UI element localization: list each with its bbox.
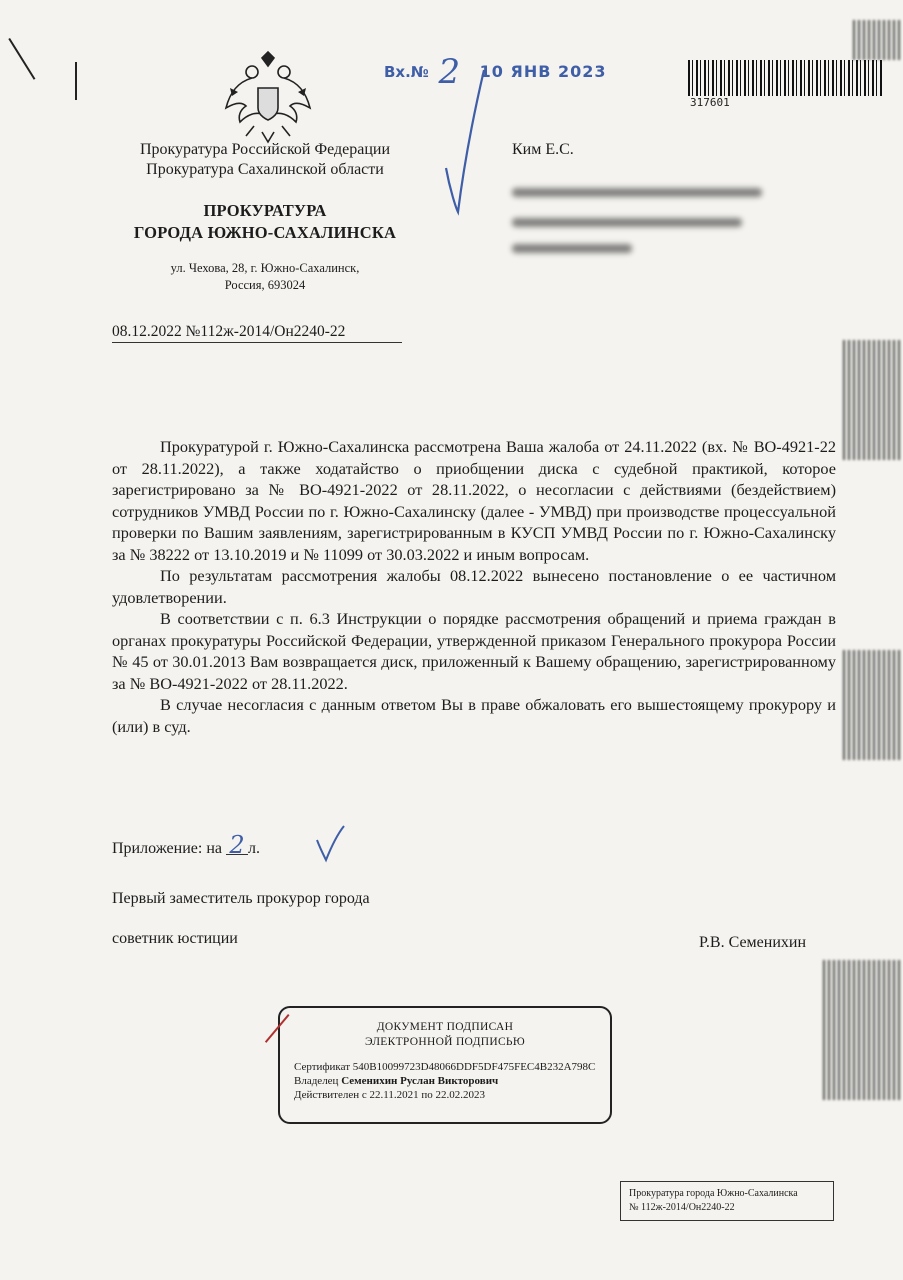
office-title-line-1: ПРОКУРАТУРА xyxy=(203,201,327,220)
body-paragraph-1: Прокуратурой г. Южно-Сахалинска рассмотрена Ваша жалоба от 24.11.2022 (вх. № ВО-4921-22 от 28.11.2022), а также ходатайство о приобщении диска с судебной практикой, которое зарегистрировано за № ВО-4921-2022 от 28.11.2022, о несогласии с действиями (бездействием) сотрудников УМВД России по г. Южно-Сахалинску (далее - УМВД) при производстве процессуальной проверки по Вашим заявлениям, зарегистрированным в КУСП УМВД России по г. Южно-Сахалинску за № 38222 от 13.10.2019 и № 11099 от 30.03.2022 и иным вопросам. xyxy=(112,437,836,564)
address-line-1: ул. Чехова, 28, г. Южно-Сахалинск, xyxy=(170,261,360,275)
electronic-signature-stamp xyxy=(278,1006,612,1124)
esig-title xyxy=(280,1020,610,1050)
office-title-line-2: ГОРОДА ЮЖНО-САХАЛИНСКА xyxy=(133,223,397,242)
esig-valid-from-label: с xyxy=(361,1089,367,1101)
barcode-number: 317601 xyxy=(690,96,730,109)
esig-title-line-1: ДОКУМЕНТ ПОДПИСАН xyxy=(376,1021,514,1033)
reg-stamp-line-2: № 112ж-2014/Он2240-22 xyxy=(629,1202,735,1213)
signatory-position-2: советник юстиции xyxy=(112,930,238,947)
agency-line-1: Прокуратура Российской Федерации xyxy=(139,141,391,158)
address-line-2: Россия, 693024 xyxy=(224,278,306,292)
registration-date: 08.12.2022 xyxy=(112,323,182,340)
redacted-address xyxy=(512,218,742,227)
signatory-position-1: Первый заместитель прокурор города xyxy=(112,890,370,907)
redacted-address xyxy=(512,244,632,253)
scan-mark xyxy=(8,38,35,80)
checkmark-icon xyxy=(440,60,490,220)
body-paragraph-2: По результатам рассмотрения жалобы 08.12.2022 вынесено постановление о ее частичном удовлетворении. xyxy=(112,566,836,607)
checkmark-icon xyxy=(314,822,348,864)
esig-valid-row xyxy=(294,1088,610,1102)
scan-mark xyxy=(75,62,77,100)
scan-smudge xyxy=(823,960,903,1100)
attachment-prefix: Приложение: на xyxy=(112,840,222,857)
esig-certificate: 540B10099723D48066DDF5DF475FEC4B232A798C xyxy=(352,1061,596,1073)
scan-smudge xyxy=(843,340,903,460)
agency-line-2: Прокуратура Сахалинской области xyxy=(146,161,384,178)
body-paragraph-3: В соответствии с п. 6.3 Инструкции о порядке рассмотрения обращений и приема граждан в органах прокуратуры Российской Федерации, утвержденной приказом Генерального прокурора России № 45 от 30.01.2013 Вам возвращается диск, приложенный к Вашему обращению, зарегистрированному за № ВО-4921-2022 от 28.11.2022. xyxy=(112,609,836,693)
office-title xyxy=(85,200,445,244)
esig-title-line-2: ЭЛЕКТРОННОЙ ПОДПИСЬЮ xyxy=(365,1036,525,1048)
attachment-count: 2 xyxy=(226,836,248,855)
esig-valid-label: Действителен xyxy=(294,1089,360,1101)
scan-smudge xyxy=(853,20,903,60)
redacted-address xyxy=(512,188,762,197)
coat-of-arms-icon xyxy=(218,48,318,148)
barcode xyxy=(688,60,884,96)
signatory-name: Р.В. Семенихин xyxy=(699,934,807,951)
esig-valid-to: 22.02.2023 xyxy=(435,1089,485,1101)
esig-valid-from: 22.11.2021 xyxy=(369,1089,419,1101)
registration-stamp xyxy=(620,1181,834,1221)
esig-certificate-label: Сертификат xyxy=(294,1061,350,1073)
registration-number: №112ж-2014/Он2240-22 xyxy=(185,323,346,340)
outgoing-registration xyxy=(112,323,402,343)
incoming-label: Вх.№ xyxy=(384,63,429,81)
letter-body xyxy=(112,436,836,737)
body-paragraph-4: В случае несогласия с данным ответом Вы в праве обжаловать его вышестоящему прокурору и (или) в суд. xyxy=(112,695,836,736)
esig-owner-label: Владелец xyxy=(294,1075,339,1087)
recipient-name: Ким Е.С. xyxy=(512,141,574,158)
incoming-date: 10 ЯНВ 2023 xyxy=(479,62,607,81)
office-address xyxy=(85,260,445,294)
agency-header xyxy=(85,140,445,180)
incoming-number: 2 xyxy=(438,52,461,92)
esig-valid-to-label: по xyxy=(421,1089,433,1101)
scan-smudge xyxy=(843,650,903,760)
incoming-stamp xyxy=(384,46,607,92)
esig-owner-row xyxy=(294,1074,610,1088)
esig-certificate-row xyxy=(294,1060,610,1074)
reg-stamp-line-1: Прокуратура города Южно-Сахалинска xyxy=(629,1188,798,1199)
esig-owner: Семенихин Руслан Викторович xyxy=(341,1075,499,1087)
attachment-suffix: л. xyxy=(247,840,260,857)
attachment-line xyxy=(112,831,260,859)
